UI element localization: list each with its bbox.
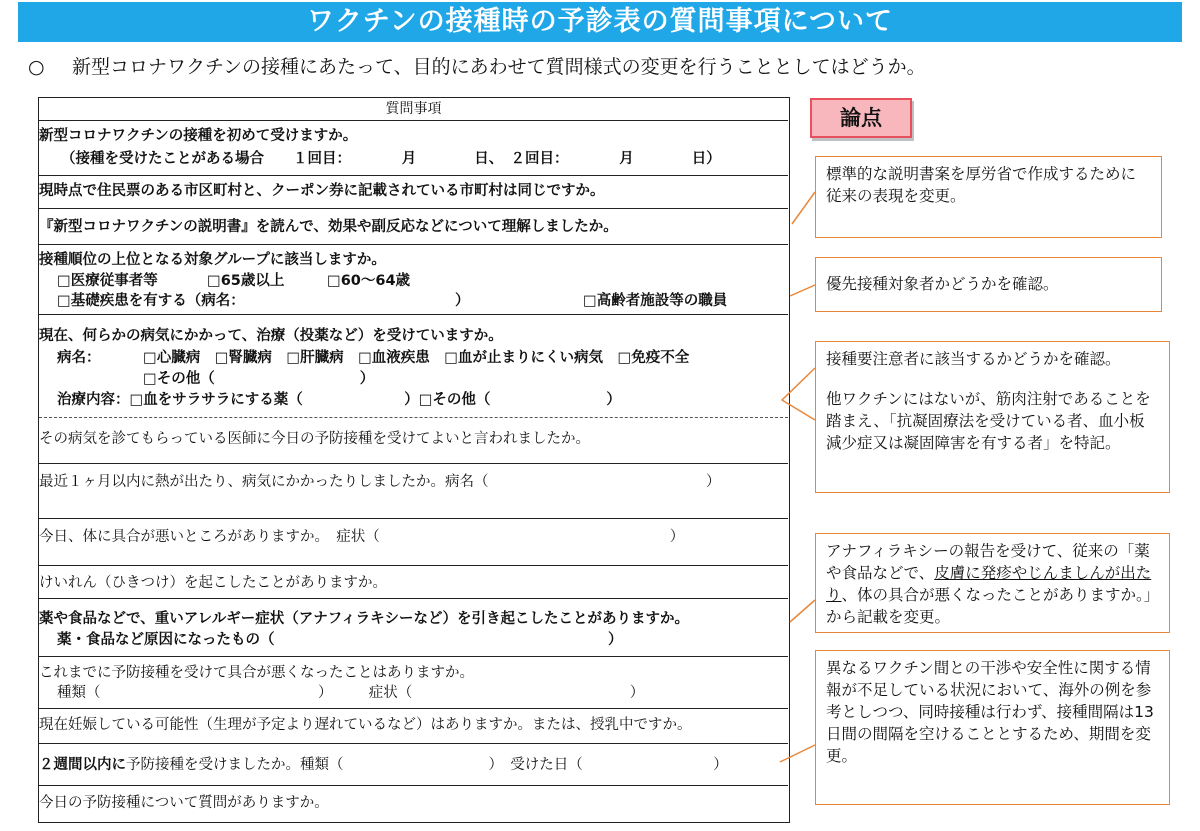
question-anaphylaxis: [39, 599, 788, 655]
question-text: 今日、体に具合が悪いところがありますか。 症状（ ）: [39, 529, 685, 545]
bullet-circle: ○: [28, 56, 45, 78]
option-care-facility-staff: □高齢者施設等の職員: [583, 293, 728, 309]
question-rest: 予防接種を受けましたか。種類（ ） 受けた日（ ）: [126, 757, 728, 773]
disease-label: 病名：: [57, 350, 101, 366]
question-text: 『新型コロナワクチンの説明書』を読んで、効果や副反応などについて理解しましたか。: [39, 219, 618, 235]
question-text: 薬や食品などで、重いアレルギー症状（アナフィラキシーなど）を引き起こしたことがありますか。: [39, 611, 689, 627]
question-emphasis: ２週間以内に: [39, 757, 126, 773]
question-any-questions: [39, 786, 788, 820]
question-recent-fever: [39, 464, 788, 517]
disease-other: □その他（ ）: [143, 371, 375, 387]
option-underlying-disease: □基礎疾患を有する（病名： ）: [57, 293, 470, 309]
question-first-dose: [39, 121, 788, 174]
note-text: 優先接種対象者かどうかを確認。: [826, 275, 1059, 293]
note-text-detail: 他ワクチンにはないが、筋肉注射であることを踏まえ、「抗凝固療法を受けている者、血小板減少症又は凝固障害を有する者」を特記。: [826, 390, 1151, 452]
callout-line-explanation: [792, 192, 815, 224]
question-current-illness: [39, 315, 788, 416]
callout-line-anaphylaxis: [790, 600, 815, 622]
question-detail: 薬・食品など原因になったもの（ ）: [57, 632, 623, 648]
question-text: [39, 755, 728, 775]
question-residence: [39, 176, 788, 207]
note-text: 接種要注意者に該当するかどうかを確認。: [826, 350, 1121, 368]
note-explanation-form: [815, 156, 1162, 238]
note-vaccination-interval: [815, 650, 1170, 805]
option-60-64: □60～64歳: [327, 273, 411, 289]
note-text: [826, 540, 1159, 628]
table-header: 質問事項: [385, 101, 442, 117]
option-65-plus: □65歳以上: [207, 273, 285, 289]
intro-statement: [28, 52, 1188, 82]
question-text: その病気を診てもらっている医師に今日の予防接種を受けてよいと言われましたか。: [39, 431, 590, 447]
question-text: これまでに予防接種を受けて具合が悪くなったことはありますか。: [39, 665, 474, 681]
note-text: 異なるワクチン間との干渉や安全性に関する情報が不足している状況において、海外の例を参考としつつ、同時接種は行わず、接種間隔は13日間の間隔を空けることとするため、期間を変更。: [826, 659, 1154, 765]
question-text: 現在、何らかの病気にかかって、治療（投薬など）を受けていますか。: [39, 328, 503, 344]
question-detail: （接種を受けたことがある場合 １回目： 月 日、 ２回目： 月 日）: [61, 151, 721, 167]
question-explanation: [39, 209, 788, 243]
option-medical-worker: □医療従事者等: [57, 273, 158, 289]
question-feeling-unwell: [39, 519, 788, 564]
discussion-point-label: 論点: [810, 98, 912, 138]
callout-line-priority: [790, 285, 815, 296]
question-text: 新型コロナワクチンの接種を初めて受けますか。: [39, 128, 358, 144]
question-text: 現時点で住民票のある市区町村と、クーポン券に記載されている市町村は同じですか。: [39, 183, 605, 199]
treatment-options: 治療内容：□血をサラサラにする薬（ ）□その他（ ）: [57, 392, 621, 408]
disease-options: □心臓病 □腎臓病 □肝臓病 □血液疾患 □血が止まりにくい病気 □免疫不全: [143, 350, 690, 366]
note-text-post: 、体の具合が悪くなったことがありますか。」から記載を変更。: [826, 586, 1152, 626]
note-text: 標準的な説明書案を厚労省で作成するために従来の表現を変更。: [826, 165, 1137, 205]
note-priority-target: [815, 257, 1162, 312]
note-underlined-phrase: 皮膚に発疹やじんましんが出たり: [826, 564, 1152, 604]
questionnaire-table: [38, 97, 790, 823]
question-text: 今日の予防接種について質問がありますか。: [39, 795, 329, 811]
question-past-reaction: [39, 657, 788, 707]
question-recent-vaccination: [39, 744, 788, 784]
question-text: けいれん（ひきつけ）を起こしたことがありますか。: [39, 575, 387, 591]
question-doctor-approval: [39, 418, 788, 462]
intro-text: 新型コロナワクチンの接種にあたって、目的にあわせて質問様式の変更を行うこととしてはどうか。: [72, 56, 926, 78]
question-detail: 種類（ ） 症状（ ）: [57, 685, 645, 701]
page-title: ワクチンの接種時の予診表の質問事項について: [18, 2, 1182, 42]
question-text: 接種順位の上位となる対象グループに該当しますか。: [39, 252, 386, 268]
question-pregnancy: [39, 709, 788, 742]
note-anaphylaxis-change: [815, 533, 1170, 633]
question-text: 現在妊娠している可能性（生理が予定より遅れているなど）はありますか。または、授乳中ですか。: [39, 717, 692, 733]
question-text: 最近１ヶ月以内に熱が出たり、病気にかかったりしましたか。病名（ ）: [39, 474, 721, 490]
note-text-pre: アナフィラキシーの報告を受けて、従来の「薬や食品などで、: [826, 542, 1150, 582]
note-caution-recipients: [815, 341, 1170, 493]
question-seizure: [39, 566, 788, 597]
question-priority-group: [39, 245, 788, 313]
